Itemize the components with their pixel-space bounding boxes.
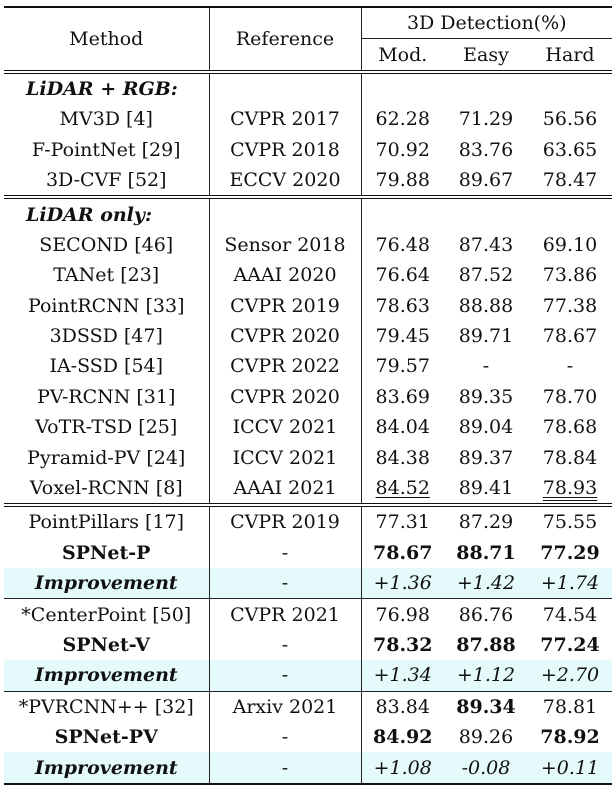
- hard-cell: +2.70: [528, 660, 612, 691]
- table-row: [4, 291, 612, 321]
- hard-cell: 56.56: [542, 108, 598, 131]
- easy-cell: 89.35: [458, 385, 514, 408]
- method-cell: Pyramid-PV [24]: [4, 442, 209, 472]
- reference-cell: Sensor 2018: [209, 230, 361, 260]
- reference-header: Reference: [209, 7, 361, 72]
- reference-cell: -: [209, 660, 361, 691]
- hard-cell: 78.70: [542, 385, 598, 408]
- reference-cell: -: [209, 630, 361, 660]
- hard-cell: 74.54: [542, 603, 598, 626]
- header-row-1: [4, 7, 612, 39]
- method-cell: Improvement: [4, 568, 209, 599]
- underlined-value: 84.52: [375, 477, 430, 500]
- easy-cell: -0.08: [444, 752, 528, 783]
- reference-cell: -: [209, 538, 361, 568]
- table-row: [4, 321, 612, 351]
- reference-cell: CVPR 2020: [209, 321, 361, 351]
- easy-cell: 87.29: [458, 511, 514, 534]
- easy-cell: 89.41: [458, 477, 514, 500]
- table-row-ours: [4, 722, 612, 752]
- easy-cell: 89.67: [458, 169, 514, 192]
- mod-cell: 76.64: [375, 264, 430, 287]
- reference-cell: -: [209, 568, 361, 599]
- table-row-ours: [4, 630, 612, 660]
- mod-cell: 83.69: [375, 385, 430, 408]
- hard-cell: 69.10: [542, 233, 598, 256]
- method-cell: Improvement: [4, 752, 209, 783]
- hard-cell: 78.81: [542, 695, 598, 718]
- hard-cell: 78.68: [542, 416, 598, 439]
- table-row-improvement: [4, 660, 612, 691]
- hard-header: Hard: [545, 43, 595, 66]
- hard-cell: 75.55: [542, 511, 598, 534]
- table-row: [4, 260, 612, 290]
- mod-cell: 78.63: [375, 294, 430, 317]
- section-row-lidar-only: [4, 197, 612, 229]
- reference-cell: Arxiv 2021: [209, 691, 361, 722]
- method-cell: 3DSSD [47]: [4, 321, 209, 351]
- method-cell: Voxel-RCNN [8]: [4, 473, 209, 505]
- reference-cell: AAAI 2020: [209, 260, 361, 290]
- reference-cell: ICCV 2021: [209, 442, 361, 472]
- easy-cell: +1.12: [444, 660, 528, 691]
- reference-cell: -: [209, 752, 361, 783]
- method-cell: SPNet-PV: [4, 722, 209, 752]
- method-cell: SPNet-V: [4, 630, 209, 660]
- mod-cell: 70.92: [375, 138, 430, 161]
- method-cell: VoTR-TSD [25]: [4, 412, 209, 442]
- method-cell: *CenterPoint [50]: [4, 599, 209, 630]
- easy-header: Easy: [463, 43, 509, 66]
- method-cell: 3D-CVF [52]: [4, 165, 209, 197]
- table-row: [4, 165, 612, 197]
- reference-cell: CVPR 2017: [209, 104, 361, 134]
- easy-cell: 86.76: [458, 603, 514, 626]
- easy-cell: 89.26: [458, 726, 514, 749]
- method-cell: SPNet-P: [4, 538, 209, 568]
- easy-cell: 87.52: [458, 264, 514, 287]
- hard-cell: 78.67: [542, 325, 598, 348]
- mod-cell: 62.28: [375, 108, 430, 131]
- mod-cell: 84.38: [375, 446, 430, 469]
- hard-cell: 73.86: [542, 264, 598, 287]
- easy-cell: 89.04: [458, 416, 514, 439]
- mod-cell: +1.08: [361, 752, 444, 783]
- method-cell: PV-RCNN [31]: [4, 382, 209, 412]
- method-cell: F-PointNet [29]: [4, 135, 209, 165]
- method-cell: *PVRCNN++ [32]: [4, 691, 209, 722]
- method-cell: PointPillars [17]: [4, 505, 209, 537]
- reference-cell: CVPR 2019: [209, 505, 361, 537]
- reference-cell: CVPR 2021: [209, 599, 361, 630]
- mod-cell: 84.92: [373, 726, 433, 749]
- section-title: LiDAR + RGB:: [4, 72, 209, 104]
- table-row: [4, 104, 612, 134]
- mod-cell: 78.32: [373, 634, 433, 656]
- table-row-ours: [4, 538, 612, 568]
- mod-cell: 84.04: [375, 416, 430, 439]
- easy-cell: 83.76: [458, 138, 514, 161]
- method-header: Method: [4, 7, 209, 72]
- hard-cell: [528, 473, 612, 505]
- mod-cell: 79.57: [375, 355, 430, 378]
- hard-cell: 78.84: [542, 446, 598, 469]
- easy-cell: 87.43: [458, 233, 514, 256]
- mod-cell: +1.34: [361, 660, 444, 691]
- table-row-baseline: [4, 691, 612, 722]
- mod-cell: 76.48: [375, 233, 430, 256]
- hard-cell: +0.11: [528, 752, 612, 783]
- mod-cell: [361, 473, 444, 505]
- table-row: [4, 135, 612, 165]
- method-cell: Improvement: [4, 660, 209, 691]
- easy-cell: 87.88: [456, 634, 516, 656]
- mod-cell: 79.45: [375, 325, 430, 348]
- mod-cell: 83.84: [375, 695, 430, 718]
- easy-cell: 89.37: [458, 446, 514, 469]
- method-cell: SECOND [46]: [4, 230, 209, 260]
- method-cell: TANet [23]: [4, 260, 209, 290]
- mod-cell: 77.31: [375, 511, 430, 534]
- easy-cell: 88.71: [456, 541, 516, 564]
- table-row: [4, 473, 612, 505]
- reference-cell: CVPR 2022: [209, 351, 361, 381]
- easy-cell: 89.71: [458, 325, 514, 348]
- table-row: [4, 230, 612, 260]
- hard-cell: 78.47: [542, 169, 598, 192]
- reference-cell: ICCV 2021: [209, 412, 361, 442]
- detection-group-header: 3D Detection(%): [361, 7, 612, 39]
- table-row: [4, 351, 612, 381]
- table-row-baseline: [4, 599, 612, 630]
- section-title: LiDAR only:: [4, 197, 209, 229]
- mod-cell: 76.98: [375, 603, 430, 626]
- hard-cell: 77.38: [542, 294, 598, 317]
- reference-cell: CVPR 2018: [209, 135, 361, 165]
- table-row: [4, 442, 612, 472]
- reference-cell: -: [209, 722, 361, 752]
- reference-cell: AAAI 2021: [209, 473, 361, 505]
- mod-header: Mod.: [378, 43, 428, 66]
- table-row: [4, 382, 612, 412]
- easy-cell: -: [482, 355, 490, 378]
- results-table-container: [4, 6, 612, 785]
- table-row-improvement: [4, 752, 612, 783]
- easy-cell: +1.42: [444, 568, 528, 599]
- table-row: [4, 412, 612, 442]
- hard-cell: 63.65: [542, 138, 598, 161]
- easy-cell: 88.88: [458, 294, 514, 317]
- hard-cell: +1.74: [528, 568, 612, 599]
- method-cell: MV3D [4]: [4, 104, 209, 134]
- mod-cell: +1.36: [361, 568, 444, 599]
- method-cell: IA-SSD [54]: [4, 351, 209, 381]
- easy-cell: 89.34: [456, 695, 516, 718]
- method-cell: PointRCNN [33]: [4, 291, 209, 321]
- hard-cell: 77.29: [540, 541, 600, 564]
- reference-cell: CVPR 2020: [209, 382, 361, 412]
- section-row-lidar-rgb: [4, 72, 612, 104]
- reference-cell: ECCV 2020: [209, 165, 361, 197]
- mod-cell: 79.88: [375, 169, 430, 192]
- table-row-improvement: [4, 568, 612, 599]
- hard-cell: 78.92: [540, 726, 600, 749]
- results-table: [4, 6, 612, 785]
- hard-cell: 77.24: [540, 634, 600, 656]
- reference-cell: CVPR 2019: [209, 291, 361, 321]
- double-underlined-value: 78.93: [542, 477, 598, 500]
- easy-cell: 71.29: [458, 108, 514, 131]
- table-row-baseline: [4, 505, 612, 537]
- hard-cell: -: [566, 355, 574, 378]
- mod-cell: 78.67: [373, 541, 433, 564]
